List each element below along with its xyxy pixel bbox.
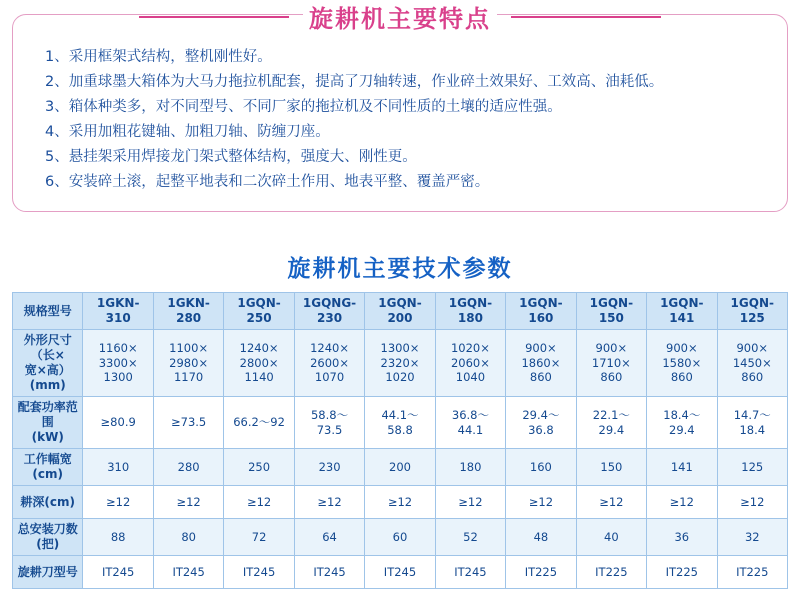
table-cell: 250 (224, 449, 294, 486)
row-header: 配套功率范围 (kW) (13, 397, 83, 449)
column-header: 1GQN-141 (647, 293, 717, 330)
table-cell: 58.8～ 73.5 (294, 397, 364, 449)
table-cell: 66.2～92 (224, 397, 294, 449)
table-cell: 141 (647, 449, 717, 486)
table-cell: IT225 (576, 556, 646, 589)
table-cell: 48 (506, 519, 576, 556)
table-cell: 900× 1580× 860 (647, 330, 717, 397)
row-header: 工作幅宽(cm) (13, 449, 83, 486)
list-item: 4、采用加粗花键轴、加粗刀轴、防缠刀座。 (45, 123, 330, 140)
table-cell: 1160× 3300× 1300 (83, 330, 153, 397)
list-item: 3、箱体种类多，对不同型号、不同厂家的拖拉机及不同性质的土壤的适应性强。 (45, 98, 562, 115)
table-cell: 900× 1450× 860 (717, 330, 787, 397)
table-cell: 52 (435, 519, 505, 556)
list-item: 6、安装碎土滚，起整平地表和二次碎土作用、地表平整、覆盖严密。 (45, 173, 490, 190)
table-cell: ≥12 (153, 486, 223, 519)
table-cell: ≥12 (506, 486, 576, 519)
title-rule-right (511, 16, 661, 18)
table-cell: 18.4～ 29.4 (647, 397, 717, 449)
table-cell: ≥12 (224, 486, 294, 519)
spec-title: 旋耕机主要技术参数 (287, 256, 513, 282)
table-row (13, 330, 788, 397)
table-cell: 36 (647, 519, 717, 556)
table-cell: 280 (153, 449, 223, 486)
spec-table-wrap (12, 292, 788, 589)
table-cell: 900× 1860× 860 (506, 330, 576, 397)
table-cell: 1300× 2320× 1020 (365, 330, 435, 397)
table-cell: 29.4～ 36.8 (506, 397, 576, 449)
table-cell: 22.1～ 29.4 (576, 397, 646, 449)
column-header: 1GQN-180 (435, 293, 505, 330)
spec-table-body (13, 330, 788, 589)
table-cell: ≥12 (717, 486, 787, 519)
column-header: 规格型号 (13, 293, 83, 330)
table-cell: 14.7～ 18.4 (717, 397, 787, 449)
table-cell: 40 (576, 519, 646, 556)
table-cell: IT245 (83, 556, 153, 589)
table-cell: IT245 (365, 556, 435, 589)
table-cell: IT225 (717, 556, 787, 589)
table-cell: 80 (153, 519, 223, 556)
table-cell: 32 (717, 519, 787, 556)
table-cell: 900× 1710× 860 (576, 330, 646, 397)
table-row (13, 449, 788, 486)
table-cell: 72 (224, 519, 294, 556)
table-cell: 160 (506, 449, 576, 486)
table-cell: 60 (365, 519, 435, 556)
list-item: 2、加重球墨大箱体为大马力拖拉机配套，提高了刀轴转速，作业碎土效果好、工效高、油耗低。 (45, 73, 664, 90)
features-panel (12, 5, 788, 212)
title-rule-left (139, 16, 289, 18)
spec-table-head (13, 293, 788, 330)
table-cell: 88 (83, 519, 153, 556)
list-item: 5、悬挂架采用焊接龙门架式整体结构，强度大、刚性更。 (45, 148, 417, 165)
row-header: 外形尺寸（长× 宽×高）(mm) (13, 330, 83, 397)
column-header: 1GKN-280 (153, 293, 223, 330)
table-cell: IT225 (647, 556, 717, 589)
table-cell: ≥12 (576, 486, 646, 519)
table-cell: 310 (83, 449, 153, 486)
table-row (13, 486, 788, 519)
feature-list (35, 45, 765, 195)
table-cell: 1020× 2060× 1040 (435, 330, 505, 397)
table-row (13, 556, 788, 589)
row-header: 耕深(cm) (13, 486, 83, 519)
table-cell: ≥12 (365, 486, 435, 519)
table-cell: 44.1～ 58.8 (365, 397, 435, 449)
table-cell: 64 (294, 519, 364, 556)
table-cell: ≥80.9 (83, 397, 153, 449)
table-row (13, 397, 788, 449)
spec-table (12, 292, 788, 589)
table-cell: IT245 (294, 556, 364, 589)
table-cell: ≥12 (435, 486, 505, 519)
table-cell: 1240× 2600× 1070 (294, 330, 364, 397)
table-cell: 200 (365, 449, 435, 486)
table-cell: ≥12 (294, 486, 364, 519)
table-cell: IT225 (506, 556, 576, 589)
table-cell: 1240× 2800× 1140 (224, 330, 294, 397)
table-cell: 180 (435, 449, 505, 486)
table-cell: 1100× 2980× 1170 (153, 330, 223, 397)
column-header: 1GQN-150 (576, 293, 646, 330)
table-cell: IT245 (435, 556, 505, 589)
table-cell: IT245 (153, 556, 223, 589)
column-header: 1GQN-125 (717, 293, 787, 330)
table-row (13, 519, 788, 556)
table-cell: ≥73.5 (153, 397, 223, 449)
column-header: 1GQNG-230 (294, 293, 364, 330)
column-header: 1GKN-310 (83, 293, 153, 330)
column-header: 1GQN-160 (506, 293, 576, 330)
table-cell: ≥12 (647, 486, 717, 519)
features-title-row (13, 0, 787, 34)
column-header: 1GQN-200 (365, 293, 435, 330)
row-header: 总安装刀数 (把) (13, 519, 83, 556)
table-header-row (13, 293, 788, 330)
table-cell: ≥12 (83, 486, 153, 519)
table-cell: 125 (717, 449, 787, 486)
table-cell: 230 (294, 449, 364, 486)
features-title: 旋耕机主要特点 (303, 0, 497, 34)
list-item: 1、采用框架式结构，整机刚性好。 (45, 49, 272, 65)
table-cell: 36.8～ 44.1 (435, 397, 505, 449)
table-cell: IT245 (224, 556, 294, 589)
table-cell: 150 (576, 449, 646, 486)
column-header: 1GQN-250 (224, 293, 294, 330)
row-header: 旋耕刀型号 (13, 556, 83, 589)
